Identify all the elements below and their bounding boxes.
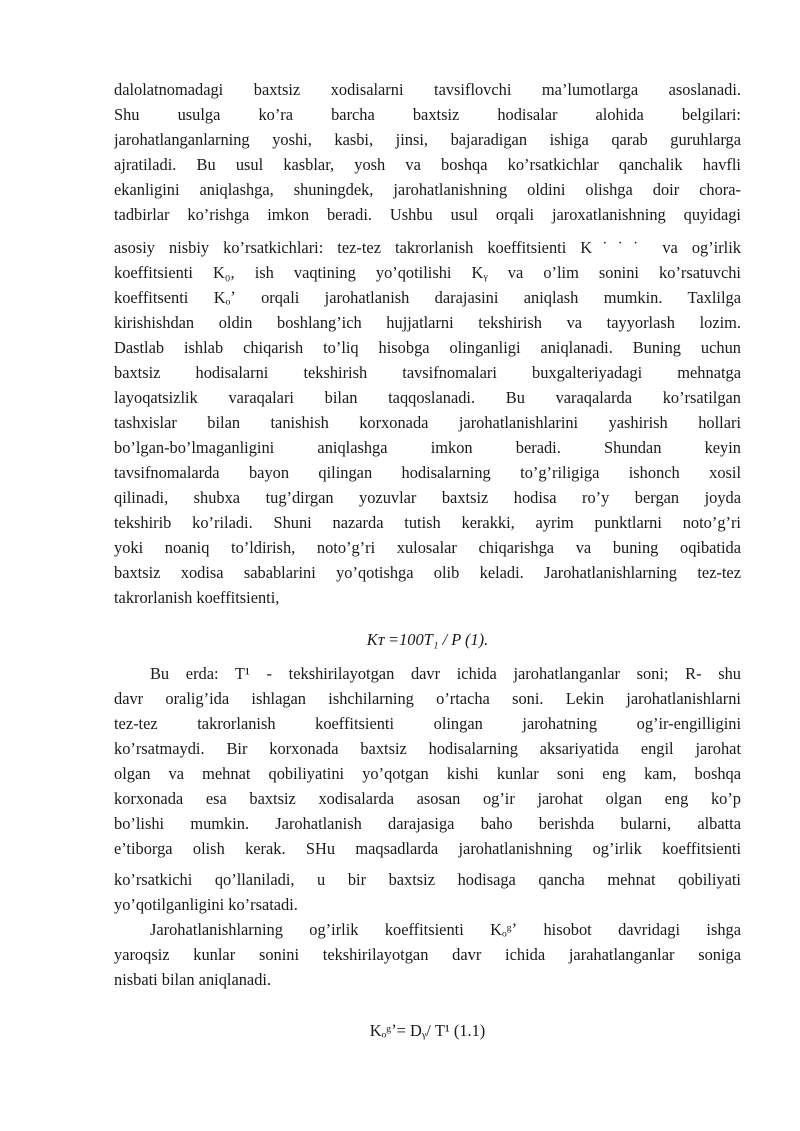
text-line: Bu erda: T¹ - tekshirilayotgan davr ichida jarohatlanganlar soni; R- shu — [150, 664, 741, 683]
text-line: korxonada esa baxtsiz xodisalarda asosan og’ir jarohat olgan eng ko’p — [114, 789, 741, 808]
text-line: ko’rsatkichi qo’llaniladi, u bir baxtsiz hodisaga qancha mehnat qobiliyati — [114, 870, 741, 889]
text-line: Dastlab ishlab chiqarish to’liq hisobga olinganligi aniqlanadi. Buning uchun — [114, 338, 741, 357]
text-line: Jarohatlanishlarning og’irlik koeffitsienti Kₒᵍʼ hisobot davridagi ishga — [150, 920, 741, 939]
formula-frequency: Kᴛ =100T₁ / P (1). — [366, 630, 489, 649]
text-line: ko’rsatmaydi. Bir korxonada baxtsiz hodisalarning aksariyatida engil jarohat — [114, 739, 741, 758]
text-line: ekanligini aniqlashga, shuningdek, jarohatlanishning oldini olishga doir chora- — [114, 180, 741, 199]
text-line: takrorlanish koeffitsienti, — [114, 588, 280, 607]
text-line: asosiy nisbiy ko’rsatkichlari: tez-tez takrorlanish koeffitsienti K˙˙˙ va og’irlik — [114, 238, 741, 257]
text-line: tavsifnomalarda bayon qilingan hodisalarning to’g’riligiga ishonch xosil — [114, 463, 741, 482]
text-line: bo’lgan-bo’lmaganligini aniqlashga imkon beradi. Shundan keyin — [114, 438, 741, 457]
text-line: yo’qotilganligini ko’rsatadi. — [114, 895, 298, 914]
text-line: tez-tez takrorlanish koeffitsienti olingan jarohatning og’ir-engilligini — [114, 714, 741, 733]
formula-severity: Kₒᵍʼ= Dᵧ/ T¹ (1.1) — [369, 1021, 486, 1040]
text-line: e’tiborga olish kerak. SHu maqsadlarda jarohatlanishning og’irlik koeffitsienti — [114, 839, 741, 858]
text-line: olgan va mehnat qobiliyatini yo’qotgan kishi kunlar soni eng kam, boshqa — [114, 764, 741, 783]
text-line: tashxislar bilan tanishish korxonada jarohatlanishlarini yashirish hollari — [114, 413, 741, 432]
text-line: nisbati bilan aniqlanadi. — [114, 970, 272, 989]
text-line: baxtsiz hodisalarni tekshirish tavsifnomalari buxgalteriyadagi mehnatga — [114, 363, 741, 382]
text-line: jarohatlanganlarning yoshi, kasbi, jinsi, bajaradigan ishiga qarab guruhlarga — [114, 130, 741, 149]
text-line: davr oralig’ida ishlagan ishchilarning o’rtacha soni. Lekin jarohatlanishlarni — [114, 689, 741, 708]
text-line: yaroqsiz kunlar sonini tekshirilayotgan davr ichida jarahatlanganlar soniga — [114, 945, 741, 964]
text-line: koeffitsenti Kₒʼ orqali jarohatlanish darajasini aniqlash mumkin. Taxlilga — [114, 288, 741, 307]
text-line: tekshirib ko’riladi. Shuni nazarda tutish kerakki, ayrim punktlarni noto’g’ri — [114, 513, 741, 532]
text-line: layoqatsizlik varaqalari bilan taqqoslanadi. Bu varaqalarda ko’rsatilgan — [114, 388, 741, 407]
text-line: ajratiladi. Bu usul kasblar, yosh va boshqa ko’rsatkichlar qanchalik havfli — [114, 155, 741, 174]
text-line: tadbirlar ko’rishga imkon beradi. Ushbu usul orqali jaroxatlanishning quyidagi — [114, 205, 741, 224]
text-line: bo’lishi mumkin. Jarohatlanish darajasiga baho berishda bularni, albatta — [114, 814, 741, 833]
text-line: qilinadi, shubxa tug’dirgan yozuvlar baxtsiz hodisa ro’y bergan joyda — [114, 488, 741, 507]
text-line: yoki noaniq to’ldirish, noto’g’ri xulosalar chiqarishga va buning oqibatida — [114, 538, 741, 557]
text-line: koeffitsienti K₀, ish vaqtining yo’qotilishi Kᵧ va o’lim sonini ko’rsatuvchi — [114, 263, 741, 282]
text-line: baxtsiz xodisa sabablarini yo’qotishga olib keladi. Jarohatlanishlarning tez-tez — [114, 563, 741, 582]
text-line: kirishishdan oldin boshlang’ich hujjatlarni tekshirish va tayyorlash lozim. — [114, 313, 741, 332]
text-line: dalolatnomadagi baxtsiz xodisalarni tavsiflovchi ma’lumotlarga asoslanadi. — [114, 80, 741, 99]
text-line: Shu usulga ko’ra barcha baxtsiz hodisalar alohida belgilari: — [114, 105, 741, 124]
